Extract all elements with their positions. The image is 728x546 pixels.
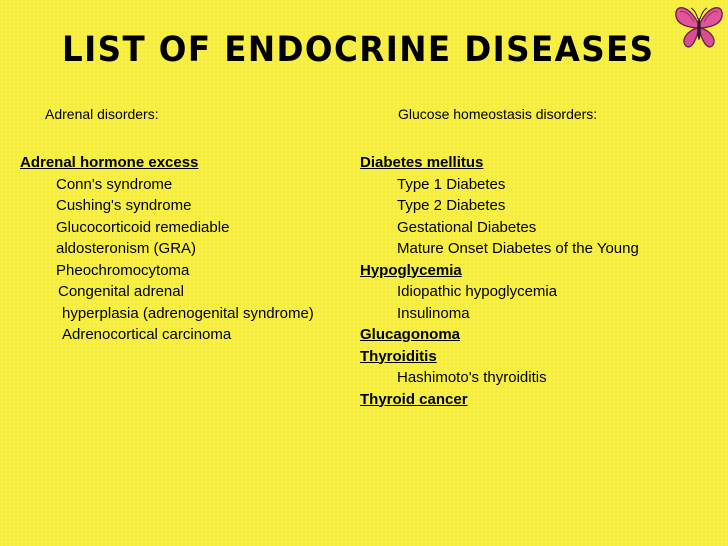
glucose-heading: Glucose homeostasis disorders: (398, 106, 598, 122)
list-item: Adrenal hormone excess (20, 154, 199, 171)
list-item: Hashimoto's thyroiditis (397, 369, 547, 386)
list-item: aldosteronism (GRA) (56, 240, 197, 257)
list-item: Hypoglycemia (360, 261, 462, 279)
list-item: Glucagonoma (360, 326, 461, 343)
list-item: Insulinoma (397, 304, 470, 322)
list-item: Mature Onset Diabetes of the Young (397, 240, 639, 257)
butterfly-icon (670, 0, 728, 54)
list-item: Congenital adrenal (58, 283, 184, 300)
page-title: LIST OF ENDOCRINE DISEASES (62, 30, 655, 70)
adrenal-heading: Adrenal disorders: (45, 106, 159, 122)
list-item: Pheochromocytoma (56, 261, 190, 279)
list-item: Adrenocortical carcinoma (62, 326, 232, 343)
glucose-list (360, 152, 639, 410)
list-item: Idiopathic hypoglycemia (397, 283, 558, 300)
list-item: Conn's syndrome (56, 175, 173, 193)
list-item: Diabetes mellitus (360, 154, 484, 171)
list-item: Type 2 Diabetes (397, 197, 506, 214)
list-item: Gestational Diabetes (397, 218, 537, 236)
list-item: hyperplasia (adrenogenital syndrome) (62, 304, 314, 322)
list-item: Thyroiditis (360, 347, 437, 365)
list-item: Type 1 Diabetes (397, 175, 506, 193)
list-item: Thyroid cancer (360, 390, 468, 408)
list-item: Glucocorticoid remediable (56, 218, 230, 236)
list-item: Cushing's syndrome (56, 197, 192, 214)
adrenal-list (20, 152, 314, 346)
